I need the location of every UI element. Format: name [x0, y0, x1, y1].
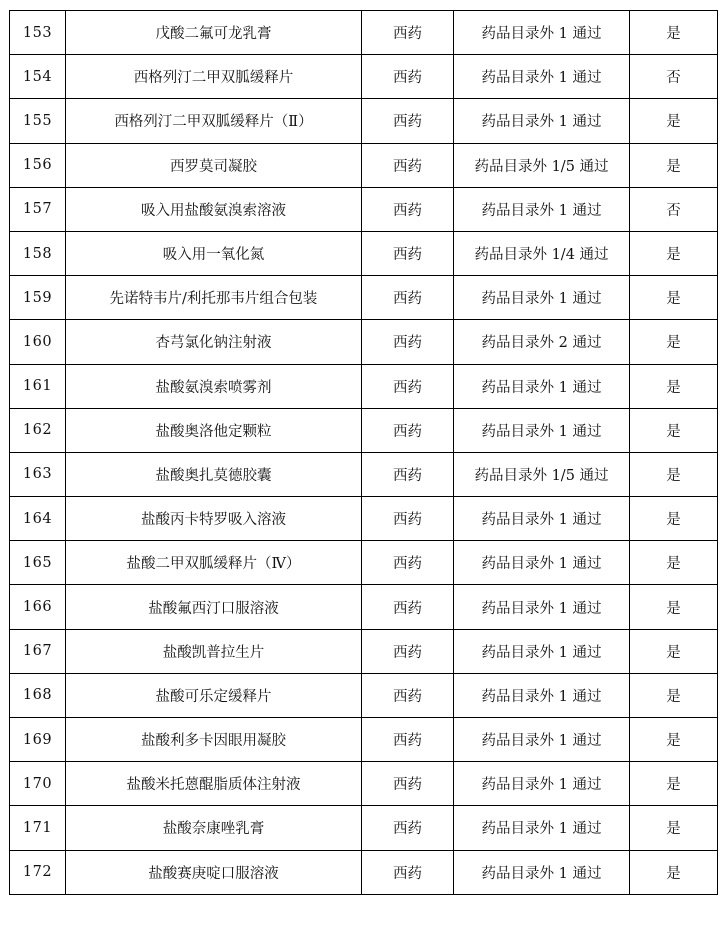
- result-flag-cell: 是: [630, 806, 718, 850]
- result-flag-cell: 是: [630, 497, 718, 541]
- review-status-cell: 药品目录外 1 通过: [454, 673, 630, 717]
- review-status-cell: 药品目录外 2 通过: [454, 320, 630, 364]
- review-status-cell: 药品目录外 1 通过: [454, 55, 630, 99]
- review-status-cell: 药品目录外 1 通过: [454, 364, 630, 408]
- table-row: [10, 629, 718, 673]
- drug-name-cell: 盐酸奥扎莫德胶囊: [66, 452, 362, 496]
- table-row: [10, 99, 718, 143]
- table-row: [10, 11, 718, 55]
- row-number-cell: 170: [10, 762, 66, 806]
- result-flag-cell: 是: [630, 320, 718, 364]
- drug-category-cell: 西药: [362, 187, 454, 231]
- drug-name-cell: 盐酸氟西汀口服溶液: [66, 585, 362, 629]
- row-number-cell: 166: [10, 585, 66, 629]
- review-status-cell: 药品目录外 1 通过: [454, 497, 630, 541]
- result-flag-cell: 是: [630, 99, 718, 143]
- drug-name-cell: 盐酸奥洛他定颗粒: [66, 408, 362, 452]
- drug-category-cell: 西药: [362, 541, 454, 585]
- result-flag-cell: 是: [630, 718, 718, 762]
- review-status-cell: 药品目录外 1 通过: [454, 762, 630, 806]
- row-number-cell: 154: [10, 55, 66, 99]
- review-status-cell: 药品目录外 1 通过: [454, 806, 630, 850]
- drug-category-cell: 西药: [362, 231, 454, 275]
- result-flag-cell: 是: [630, 276, 718, 320]
- result-flag-cell: 是: [630, 762, 718, 806]
- table-row: [10, 231, 718, 275]
- drug-name-cell: 盐酸赛庚啶口服溶液: [66, 850, 362, 894]
- table-row: [10, 718, 718, 762]
- drug-category-cell: 西药: [362, 718, 454, 762]
- result-flag-cell: 是: [630, 452, 718, 496]
- drug-name-cell: 盐酸米托蒽醌脂质体注射液: [66, 762, 362, 806]
- table-row: [10, 320, 718, 364]
- result-flag-cell: 是: [630, 11, 718, 55]
- row-number-cell: 160: [10, 320, 66, 364]
- result-flag-cell: 否: [630, 55, 718, 99]
- review-status-cell: 药品目录外 1 通过: [454, 629, 630, 673]
- review-status-cell: 药品目录外 1 通过: [454, 187, 630, 231]
- row-number-cell: 169: [10, 718, 66, 762]
- table-body: [10, 11, 718, 895]
- result-flag-cell: 是: [630, 629, 718, 673]
- drug-category-cell: 西药: [362, 408, 454, 452]
- drug-category-cell: 西药: [362, 850, 454, 894]
- drug-name-cell: 吸入用盐酸氨溴索溶液: [66, 187, 362, 231]
- result-flag-cell: 是: [630, 364, 718, 408]
- drug-category-cell: 西药: [362, 364, 454, 408]
- table-row: [10, 408, 718, 452]
- review-status-cell: 药品目录外 1 通过: [454, 585, 630, 629]
- drug-category-cell: 西药: [362, 99, 454, 143]
- result-flag-cell: 是: [630, 541, 718, 585]
- row-number-cell: 158: [10, 231, 66, 275]
- result-flag-cell: 是: [630, 231, 718, 275]
- review-status-cell: 药品目录外 1 通过: [454, 11, 630, 55]
- review-status-cell: 药品目录外 1 通过: [454, 408, 630, 452]
- row-number-cell: 171: [10, 806, 66, 850]
- row-number-cell: 161: [10, 364, 66, 408]
- drug-name-cell: 杏芎氯化钠注射液: [66, 320, 362, 364]
- drug-category-cell: 西药: [362, 143, 454, 187]
- drug-name-cell: 西罗莫司凝胶: [66, 143, 362, 187]
- result-flag-cell: 是: [630, 408, 718, 452]
- drug-name-cell: 西格列汀二甲双胍缓释片: [66, 55, 362, 99]
- row-number-cell: 159: [10, 276, 66, 320]
- review-status-cell: 药品目录外 1/4 通过: [454, 231, 630, 275]
- row-number-cell: 153: [10, 11, 66, 55]
- result-flag-cell: 否: [630, 187, 718, 231]
- row-number-cell: 165: [10, 541, 66, 585]
- review-status-cell: 药品目录外 1/5 通过: [454, 452, 630, 496]
- drug-name-cell: 盐酸可乐定缓释片: [66, 673, 362, 717]
- drug-list-table: [9, 10, 718, 895]
- drug-category-cell: 西药: [362, 276, 454, 320]
- drug-name-cell: 盐酸二甲双胍缓释片（Ⅳ）: [66, 541, 362, 585]
- row-number-cell: 167: [10, 629, 66, 673]
- table-row: [10, 673, 718, 717]
- table-row: [10, 762, 718, 806]
- row-number-cell: 164: [10, 497, 66, 541]
- table-row: [10, 850, 718, 894]
- drug-name-cell: 盐酸利多卡因眼用凝胶: [66, 718, 362, 762]
- review-status-cell: 药品目录外 1/5 通过: [454, 143, 630, 187]
- result-flag-cell: 是: [630, 850, 718, 894]
- row-number-cell: 162: [10, 408, 66, 452]
- table-row: [10, 364, 718, 408]
- table-row: [10, 806, 718, 850]
- drug-name-cell: 盐酸奈康唑乳膏: [66, 806, 362, 850]
- drug-category-cell: 西药: [362, 320, 454, 364]
- drug-name-cell: 吸入用一氧化氮: [66, 231, 362, 275]
- drug-category-cell: 西药: [362, 762, 454, 806]
- row-number-cell: 156: [10, 143, 66, 187]
- drug-category-cell: 西药: [362, 497, 454, 541]
- review-status-cell: 药品目录外 1 通过: [454, 276, 630, 320]
- drug-name-cell: 盐酸氨溴索喷雾剂: [66, 364, 362, 408]
- drug-name-cell: 盐酸丙卡特罗吸入溶液: [66, 497, 362, 541]
- drug-name-cell: 盐酸凯普拉生片: [66, 629, 362, 673]
- table-row: [10, 276, 718, 320]
- result-flag-cell: 是: [630, 673, 718, 717]
- review-status-cell: 药品目录外 1 通过: [454, 850, 630, 894]
- drug-name-cell: 戊酸二氟可龙乳膏: [66, 11, 362, 55]
- table-row: [10, 497, 718, 541]
- row-number-cell: 172: [10, 850, 66, 894]
- drug-category-cell: 西药: [362, 673, 454, 717]
- drug-category-cell: 西药: [362, 55, 454, 99]
- drug-category-cell: 西药: [362, 629, 454, 673]
- table-row: [10, 452, 718, 496]
- row-number-cell: 163: [10, 452, 66, 496]
- table-row: [10, 143, 718, 187]
- drug-name-cell: 西格列汀二甲双胍缓释片（Ⅱ）: [66, 99, 362, 143]
- drug-name-cell: 先诺特韦片/利托那韦片组合包装: [66, 276, 362, 320]
- result-flag-cell: 是: [630, 143, 718, 187]
- table-row: [10, 585, 718, 629]
- drug-category-cell: 西药: [362, 452, 454, 496]
- review-status-cell: 药品目录外 1 通过: [454, 99, 630, 143]
- table-row: [10, 187, 718, 231]
- review-status-cell: 药品目录外 1 通过: [454, 718, 630, 762]
- result-flag-cell: 是: [630, 585, 718, 629]
- drug-category-cell: 西药: [362, 11, 454, 55]
- review-status-cell: 药品目录外 1 通过: [454, 541, 630, 585]
- row-number-cell: 155: [10, 99, 66, 143]
- row-number-cell: 168: [10, 673, 66, 717]
- row-number-cell: 157: [10, 187, 66, 231]
- drug-category-cell: 西药: [362, 585, 454, 629]
- table-row: [10, 55, 718, 99]
- table-row: [10, 541, 718, 585]
- drug-category-cell: 西药: [362, 806, 454, 850]
